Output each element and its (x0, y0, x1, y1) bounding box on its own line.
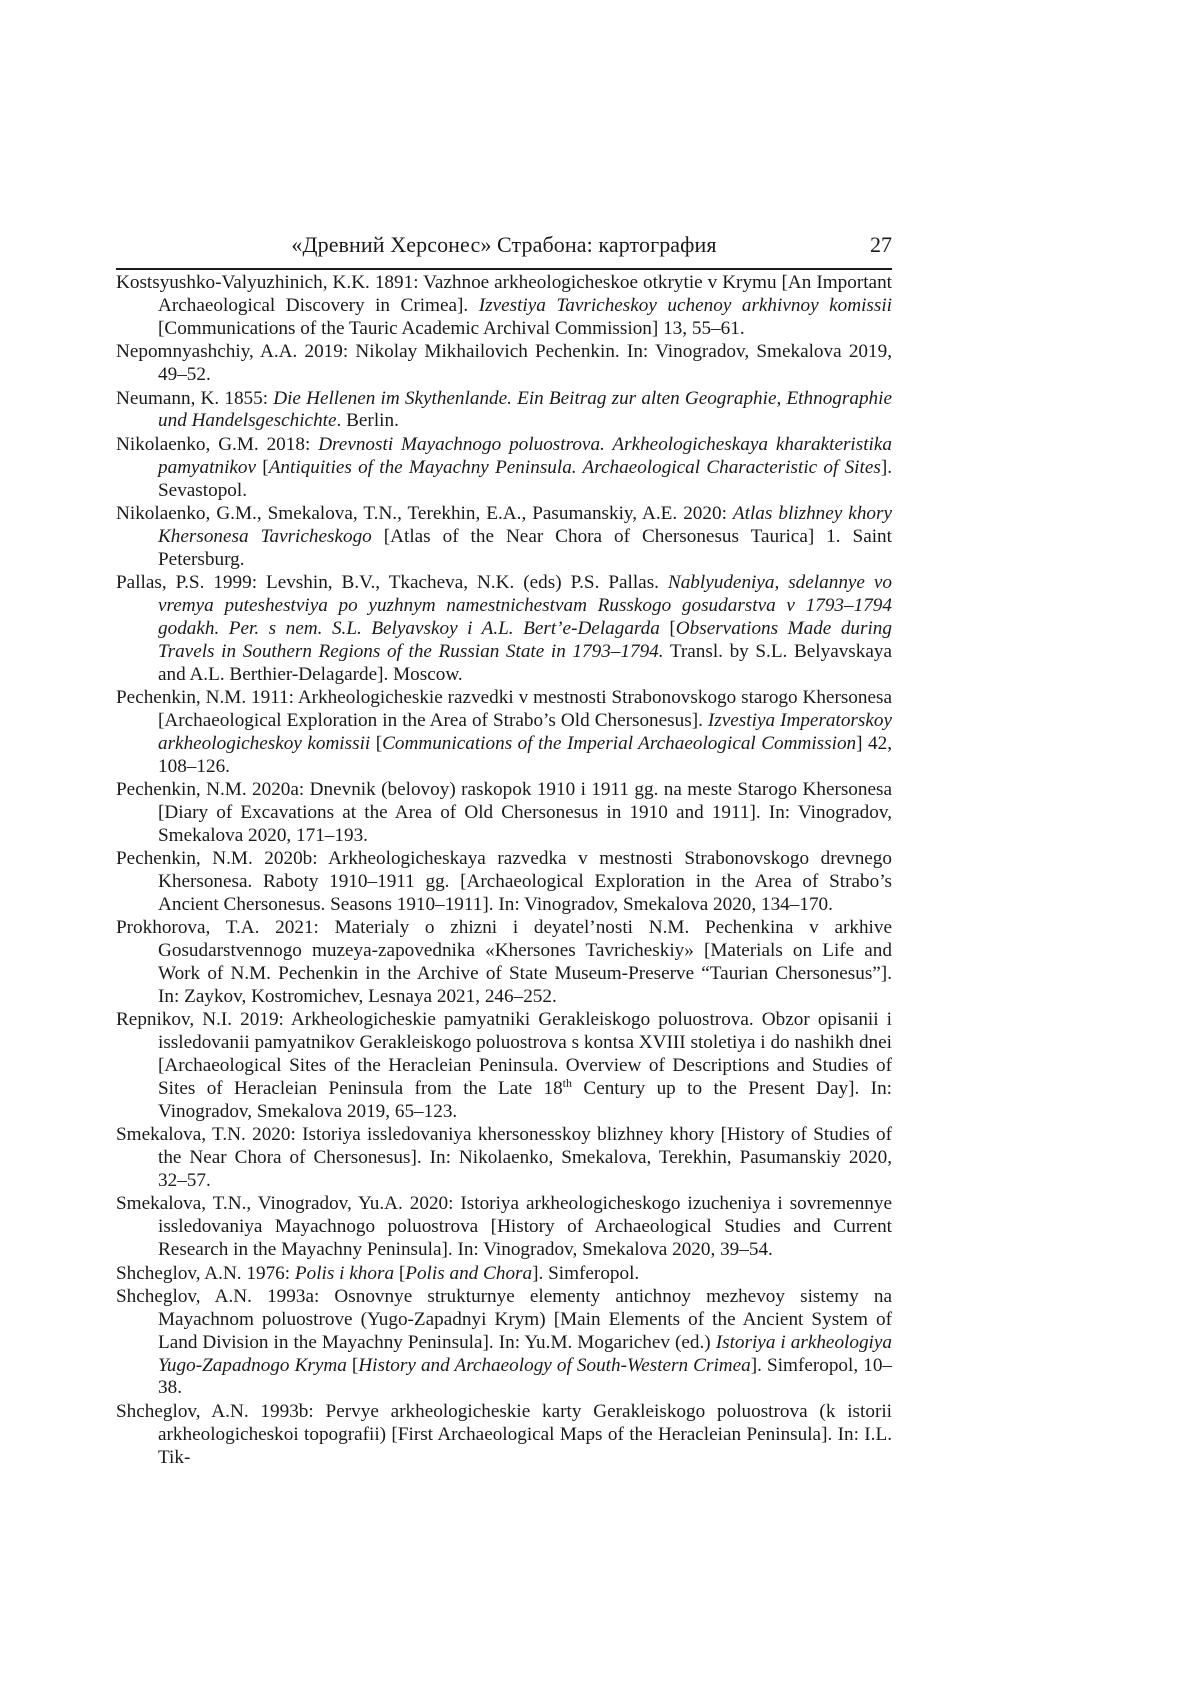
reference-item: Pechenkin, N.M. 2020a: Dnevnik (belovoy) raskopok 1910 i 1911 gg. na meste Starogo Khersonesa [Diary of Excavations at the Area of Old Chersonesus in 1910 and 1911]. In: Vinogradov, Smekalova 2020, 171–193. (116, 779, 892, 846)
reference-item: Shcheglov, A.N. 1993b: Pervye arkheologicheskie karty Gerakleiskogo poluostrova (k istorii arkheologicheskoi topografii) [First Archaeological Maps of the Heracleian Peninsula]. In: I.L. Tik- (116, 1401, 892, 1468)
reference-item: Shcheglov, A.N. 1976: Polis i khora [Polis and Chora]. Simferopol. (116, 1262, 640, 1284)
reference-item: Nikolaenko, G.M., Smekalova, T.N., Terekhin, E.A., Pasumanskiy, A.E. 2020: Atlas blizhney khory Khersonesa Tavricheskogo [Atlas of the Near Chora of Chersonesus Taurica] 1. Saint Petersburg. (116, 503, 892, 570)
reference-item: Pallas, P.S. 1999: Levshin, B.V., Tkacheva, N.K. (eds) P.S. Pallas. Nablyudeniya, sdelannye vo vremya puteshestviya po yuzhnym namestnichestvam Russkogo gosudarstva v 1793–1794 godakh. Per. s nem. S.L. Belyavskoy i A.L. Bert’e-Delagarda [Observations Made during Travels in Southern Regions of the Russian State in 1793–1794. Transl. by S.L. Belyavskaya and A.L. Berthier-Delagarde]. Moscow. (116, 572, 892, 685)
reference-item: Kostsyushko-Valyuzhinich, K.K. 1891: Vazhnoe arkheologicheskoe otkrytie v Krymu [An Important Archaeological Discovery in Crimea]. Izvestiya Tavricheskoy uchenoy arkhivnoy komissii [Communications of the Tauric Academic Archival Commission] 13, 55–61. (116, 272, 892, 339)
reference-item: Repnikov, N.I. 2019: Arkheologicheskie pamyatniki Gerakleiskogo poluostrova. Obzor opisanii i issledovanii pamyatnikov Gerakleiskogo poluostrova s kontsa XVIII stoletiya i do nashikh dnei [Archaeological Sites of the Heracleian Peninsula. Overview of Descriptions and Studies of Sites of Heracleian Peninsula from the Late 18th Century up to the Present Day]. In: Vinogradov, Smekalova 2019, 65–123. (116, 1009, 892, 1122)
page-number: 27 (870, 232, 892, 257)
reference-item: Pechenkin, N.M. 2020b: Arkheologicheskaya razvedka v mestnosti Strabonovskogo drevnego Khersonesa. Raboty 1910–1911 gg. [Archaeological Exploration in the Area of Strabo’s Ancient Chersonesus. Seasons 1910–1911]. In: Vinogradov, Smekalova 2020, 134–170. (116, 848, 892, 915)
reference-item: Pechenkin, N.M. 1911: Arkheologicheskie razvedki v mestnosti Strabonovskogo starogo Khersonesa [Archaeological Exploration in the Area of Strabo’s Old Chersonesus]. Izvestiya Imperatorskoy arkheologicheskoy komissii [Communications of the Imperial Archaeological Commission] 42, 108–126. (116, 687, 892, 777)
reference-item: Nikolaenko, G.M. 2018: Drevnosti Mayachnogo poluostrova. Arkheologicheskaya kharakteristika pamyatnikov [Antiquities of the Mayachny Peninsula. Archaeological Characteristic of Sites]. Sevastopol. (116, 433, 893, 501)
reference-list (116, 272, 892, 1470)
reference-item: Smekalova, T.N. 2020: Istoriya issledovaniya khersonesskoy blizhney khory [History of Studies of the Near Chora of Chersonesus]. In: Nikolaenko, Smekalova, Terekhin, Pasumanskiy 2020, 32–57. (116, 1124, 892, 1191)
running-title: «Древний Херсонес» Страбона: картография (291, 232, 717, 257)
reference-item: Nepomnyashchiy, A.A. 2019: Nikolay Mikhailovich Pechenkin. In: Vinogradov, Smekalova 2019, 49–52. (116, 341, 892, 385)
reference-item: Prokhorova, T.A. 2021: Materialy o zhizni i deyatel’nosti N.M. Pechenkina v arkhive Gosudarstvennogo muzeya-zapovednika «Khersones Tavricheskiy» [Materials on Life and Work of N.M. Pechenkin in the Archive of State Museum-Preserve “Taurian Chersonesus”]. In: Zaykov, Kostromichev, Lesnaya 2021, 246–252. (116, 917, 892, 1007)
reference-item: Neumann, K. 1855: Die Hellenen im Skythenlande. Ein Beitrag zur alten Geographie, Ethnographie und Handelsgeschichte. Berlin. (116, 387, 892, 432)
reference-item: Smekalova, T.N., Vinogradov, Yu.A. 2020: Istoriya arkheologicheskogo izucheniya i sovremennye issledovaniya Mayachnogo poluostrova [History of Archaeological Studies and Current Research in the Mayachny Peninsula]. In: Vinogradov, Smekalova 2020, 39–54. (116, 1193, 892, 1261)
reference-item: Shcheglov, A.N. 1993a: Osnovnye strukturnye elementy antichnoy mezhevoy sistemy na Mayachnom poluostrove (Yugo-Zapadnyi Krym) [Main Elements of the Ancient System of Land Division in the Mayachny Peninsula]. In: Yu.M. Mogarichev (ed.) Istoriya i arkheologiya Yugo-Zapadnogo Kryma [History and Archaeology of South-Western Crimea]. Simferopol, 10–38. (116, 1286, 893, 1399)
running-header (116, 228, 892, 270)
